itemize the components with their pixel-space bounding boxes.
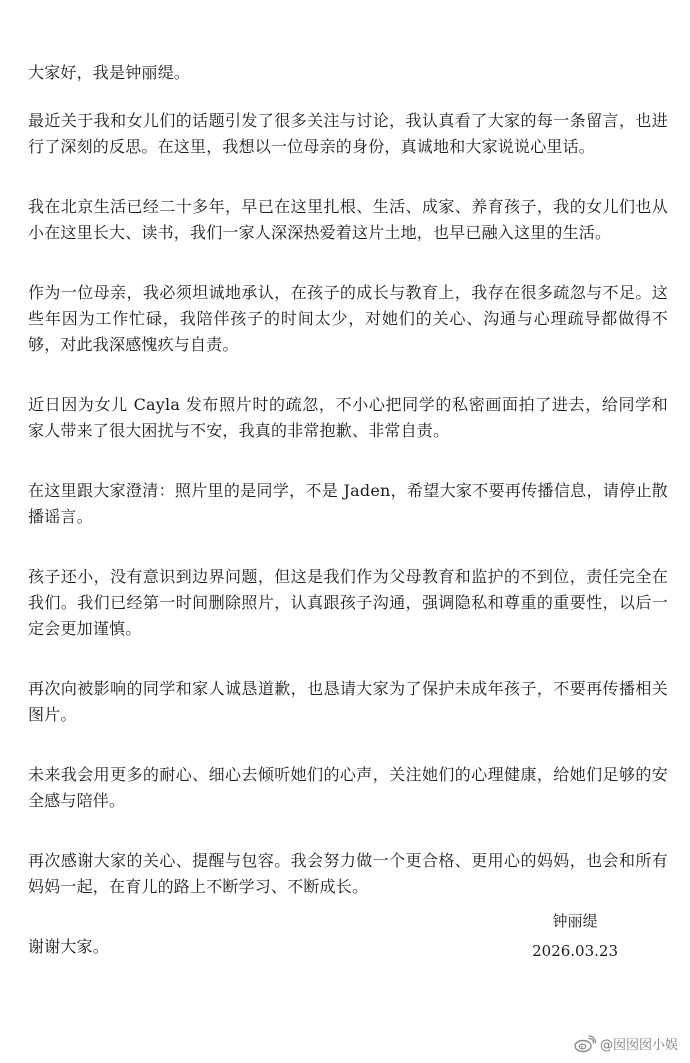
signature-block — [532, 906, 618, 966]
signature-name: 钟丽缇 — [552, 912, 598, 930]
weibo-watermark — [574, 1034, 678, 1053]
paragraph: 再次感谢大家的关心、提醒与包容。我会努力做一个更合格、更用心的妈妈，也会和所有妈妈一起，在育儿的路上不断学习、不断成长。 — [28, 851, 668, 896]
paragraph: 在这里跟大家澄清：照片里的是同学，不是 Jaden，希望大家不要再传播信息，请停止散播谣言。 — [28, 481, 668, 526]
signature-date: 2026.03.23 — [532, 942, 618, 960]
paragraph: 我在北京生活已经二十多年，早已在这里扎根、生活、成家、养育孩子，我的女儿们也从小在这里长大、读书，我们一家人深深热爱着这片土地，也早已融入这里的生活。 — [28, 197, 668, 242]
paragraph: 孩子还小，没有意识到边界问题，但这是我们作为父母教育和监护的不到位，责任完全在我们。我们已经第一时间删除照片，认真跟孩子沟通，强调隐私和尊重的重要性，以后一定会更加谨慎。 — [28, 567, 668, 638]
paragraph: 近日因为女儿 Cayla 发布照片时的疏忽，不小心把同学的私密画面拍了进去，给同学和家人带来了很大困扰与不安，我真的非常抱歉、非常自责。 — [28, 395, 668, 440]
paragraph: 未来我会用更多的耐心、细心去倾听她们的心声，关注她们的心理健康，给她们足够的安全感与陪伴。 — [28, 765, 668, 810]
paragraph: 再次向被影响的同学和家人诚恳道歉，也恳请大家为了保护未成年孩子，不要再传播相关图片。 — [28, 679, 668, 724]
statement-body — [28, 60, 668, 994]
paragraph: 最近关于我和女儿们的话题引发了很多关注与讨论，我认真看了大家的每一条留言，也进行了深刻的反思。在这里，我想以一位母亲的身份，真诚地和大家说说心里话。 — [28, 111, 668, 156]
weibo-icon — [574, 1035, 596, 1053]
watermark-text: @囡囡囡小娱 — [599, 1038, 678, 1053]
paragraph-greeting: 大家好，我是钟丽缇。 — [28, 63, 191, 82]
paragraph: 作为一位母亲，我必须坦诚地承认，在孩子的成长与教育上，我存在很多疏忽与不足。这些年因为工作忙碌，我陪伴孩子的时间太少，对她们的关心、沟通与心理疏导都做得不够，对此我深感愧疚与自责。 — [28, 283, 668, 354]
paragraph-closing: 谢谢大家。 — [28, 937, 110, 956]
